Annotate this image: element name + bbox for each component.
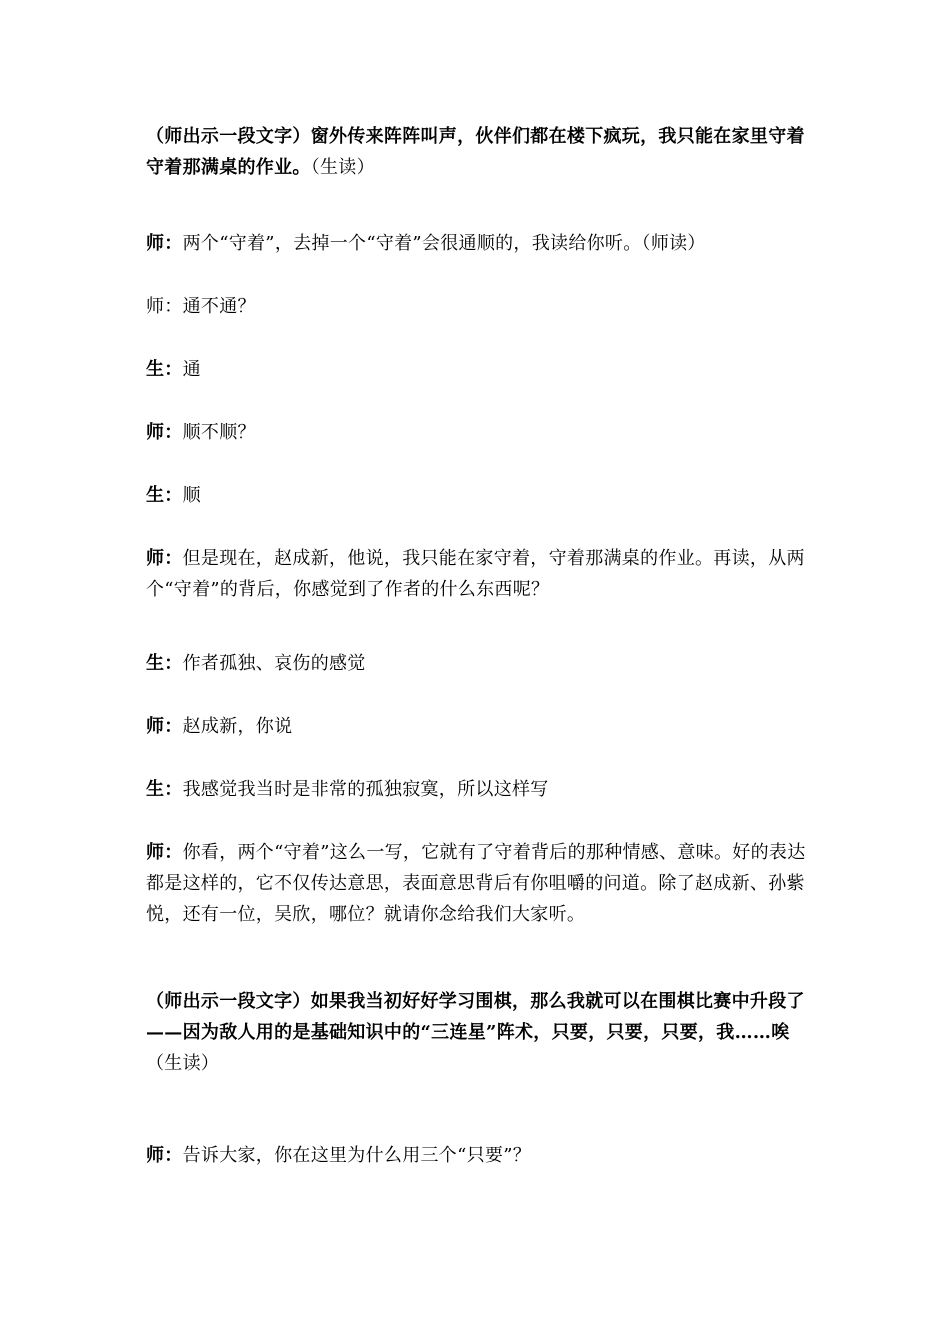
dialogue-text: 顺不顺？ (182, 422, 256, 443)
paragraph-8 (146, 648, 810, 679)
paragraph-10 (146, 774, 810, 805)
speaker-label: 生： (146, 359, 183, 380)
stage-note: （生读） (146, 1053, 220, 1074)
dialogue-text: 师：通不通？ (146, 296, 256, 317)
paragraph-13 (146, 1140, 810, 1171)
speaker-label: 师： (146, 716, 183, 737)
paragraph-11 (146, 837, 810, 930)
dialogue-text: 告诉大家，你在这里为什么用三个“只要”？ (182, 1145, 532, 1166)
dialogue-text: 赵成新，你说 (182, 716, 293, 737)
paragraph-9 (146, 711, 810, 742)
dialogue-text: 我感觉我当时是非常的孤独寂寞，所以这样写 (182, 779, 549, 800)
stage-note: （生读） (310, 157, 375, 178)
dialogue-text: 两个“守着”，去掉一个“守着”会很通顺的，我读给你听。（师读） (182, 233, 706, 254)
dialogue-text: 通 (182, 359, 201, 380)
dialogue-text: 作者孤独、哀伤的感觉 (182, 653, 366, 674)
paragraph-4 (146, 354, 810, 385)
speaker-label: 师： (146, 233, 183, 254)
speaker-label: 生： (146, 779, 183, 800)
dialogue-text: 你看，两个“守着”这么一写，它就有了守着背后的那种情感、意味。好的表达都是这样的，它不仅传达意思，表面意思背后有你咀嚼的问道。除了赵成新、孙紫悦，还有一位，吴欣，哪位？就请你念给我们大家听。 (146, 842, 806, 925)
dialogue-text: 但是现在，赵成新，他说，我只能在家守着，守着那满桌的作业。再读，从两个“守着”的背后，你感觉到了作者的什么东西呢？ (146, 548, 805, 600)
speaker-label: 师： (146, 422, 183, 443)
dialogue-text: 顺 (182, 485, 201, 506)
quoted-passage: （师出示一段文字）如果我当初好好学习围棋，那么我就可以在围棋比赛中升段了——因为敌人用的是基础知识中的“三连星”阵术，只要，只要，只要，我……唉 (146, 991, 805, 1043)
speaker-label: 师： (146, 842, 183, 863)
paragraph-3 (146, 291, 810, 322)
speaker-label: 生： (146, 485, 183, 506)
paragraph-5 (146, 417, 810, 448)
paragraph-7 (146, 543, 810, 605)
paragraph-12 (146, 986, 810, 1079)
quoted-passage: （师出示一段文字）窗外传来阵阵叫声，伙伴们都在楼下疯玩，我只能在家里守着守着那满桌的作业。 (146, 126, 805, 178)
paragraph-1 (146, 121, 810, 183)
paragraph-2 (146, 228, 810, 259)
speaker-label: 师： (146, 1145, 183, 1166)
speaker-label: 生： (146, 653, 183, 674)
paragraph-6 (146, 480, 810, 511)
speaker-label: 师： (146, 548, 183, 569)
